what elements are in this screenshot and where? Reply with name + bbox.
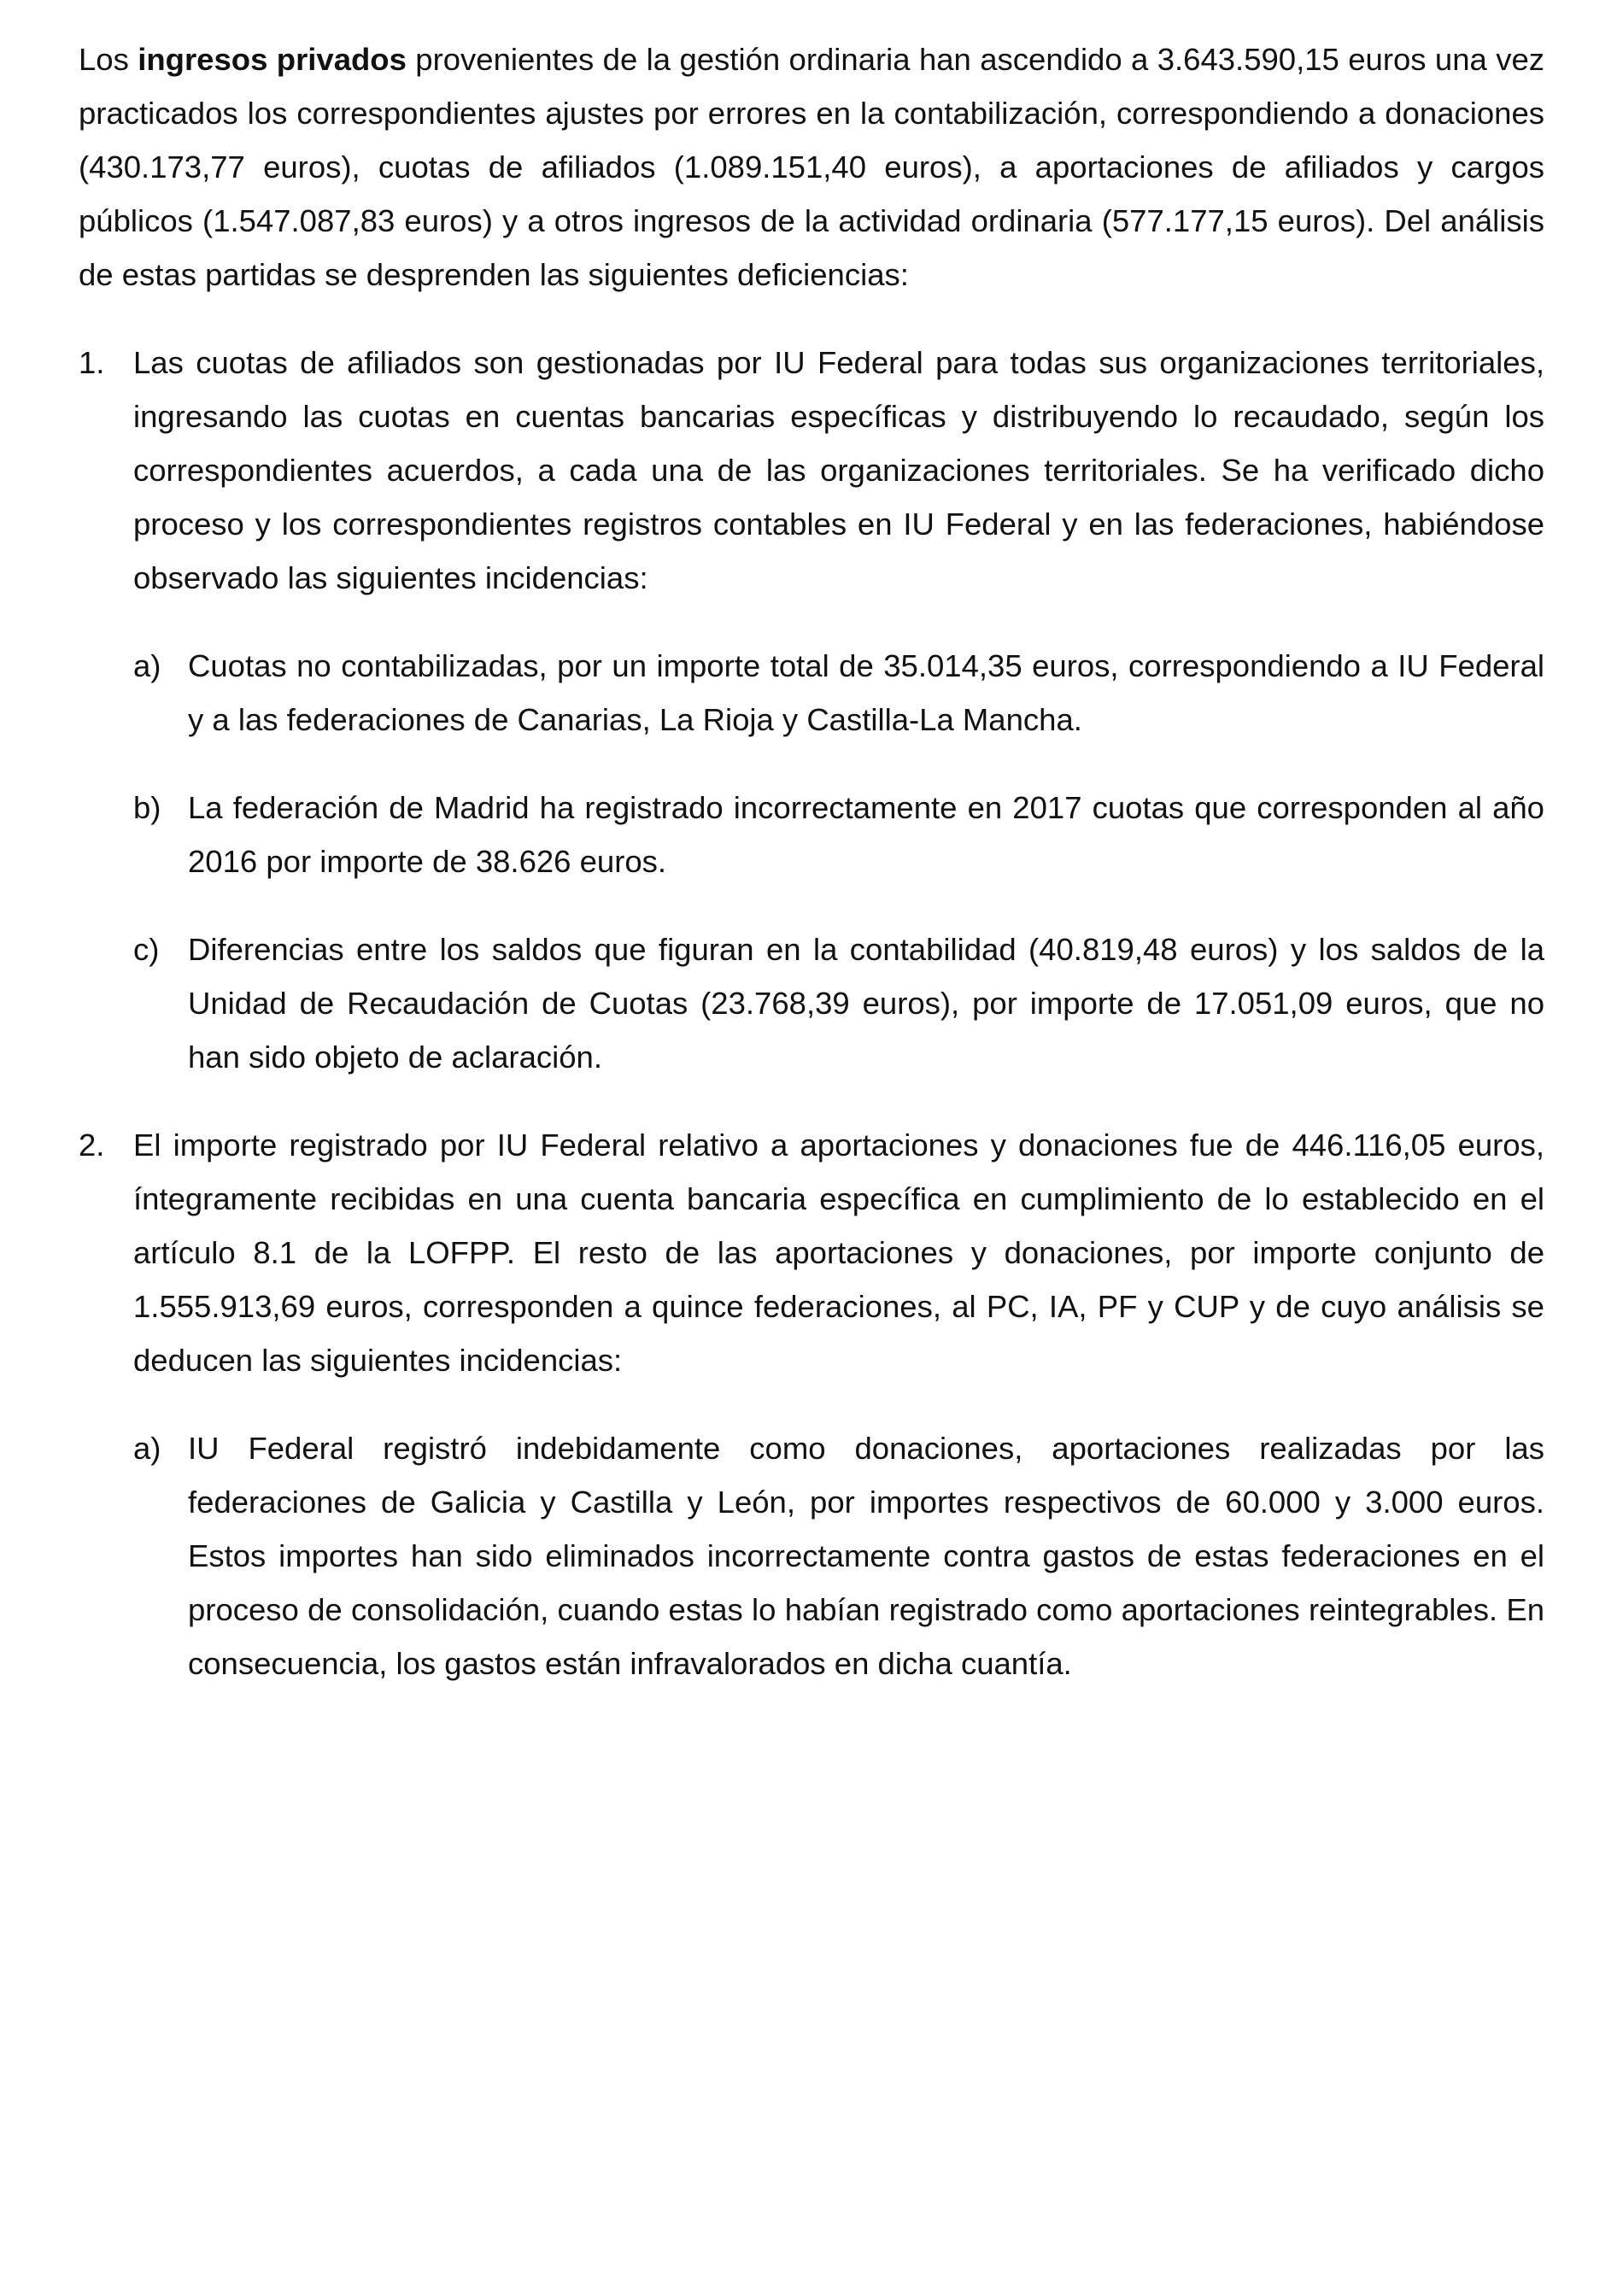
- list-item-text: Las cuotas de afiliados son gestionadas por IU Federal para todas sus organizaciones territoriales, ingresando las cuotas en cuentas bancarias específicas y distribuyendo lo recaudado, según los correspondientes acuerdos, a cada una de las organizaciones territoriales. Se ha verificado dicho proceso y los correspondientes registros contables en IU Federal y en las federaciones, habiéndose observado las siguientes incidencias:: [133, 345, 1544, 595]
- intro-prefix: Los: [79, 42, 138, 77]
- sub-marker: b): [133, 790, 161, 825]
- intro-text: provenientes de la gestión ordinaria han ascendido a 3.643.590,15 euros una vez practicados los correspondientes ajustes por errores en la contabilización, correspondiendo a donaciones (430.173,77 euros), cuotas de afiliados (1.089.151,40 euros), a aportaciones de afiliados y cargos públicos (1.547.087,83 euros) y a otros ingresos de la actividad ordinaria (577.177,15 euros). Del análisis de estas partidas se desprenden las siguientes deficiencias:: [79, 42, 1545, 292]
- sub-marker: c): [133, 932, 160, 967]
- sub-item-text: La federación de Madrid ha registrado incorrectamente en 2017 cuotas que corresponden al año 2016 por importe de 38.626 euros.: [188, 790, 1544, 879]
- sub-item-text: IU Federal registró indebidamente como donaciones, aportaciones realizadas por las federaciones de Galicia y Castilla y León, por importes respectivos de 60.000 y 3.000 euros. Estos importes han sido eliminados incorrectamente contra gastos de estas federaciones en el proceso de consolidación, cuando estas lo habían registrado como aportaciones reintegrables. En consecuencia, los gastos están infravalorados en dicha cuantía.: [188, 1431, 1544, 1681]
- intro-bold-term: ingresos privados: [138, 42, 407, 77]
- sub-item-text: Cuotas no contabilizadas, por un importe total de 35.014,35 euros, correspondiendo a IU Federal y a las federaciones de Canarias, La Rioja y Castilla-La Mancha.: [188, 648, 1544, 737]
- list-item-2: [79, 1118, 1544, 1690]
- sub-marker: a): [133, 648, 161, 683]
- intro-paragraph: [79, 32, 1544, 302]
- list-item-body: [133, 1118, 1544, 1690]
- sub-item-text: Diferencias entre los saldos que figuran en la contabilidad (40.819,48 euros) y los saldos de la Unidad de Recaudación de Cuotas (23.768,39 euros), por importe de 17.051,09 euros, que no han sido objeto de aclaración.: [188, 932, 1544, 1075]
- sub-item-1c: [133, 922, 1544, 1084]
- sub-item-1b: [133, 781, 1544, 888]
- list-item-1: [79, 336, 1544, 1084]
- sub-item-1a: [133, 639, 1544, 747]
- list-item-text: El importe registrado por IU Federal relativo a aportaciones y donaciones fue de 446.116,05 euros, íntegramente recibidas en una cuenta bancaria específica en cumplimiento de lo establecido en el artículo 8.1 de la LOFPP. El resto de las aportaciones y donaciones, por importe conjunto de 1.555.913,69 euros, corresponden a quince federaciones, al PC, IA, PF y CUP y de cuyo análisis se deducen las siguientes incidencias:: [133, 1128, 1544, 1378]
- list-marker: 2.: [79, 1128, 105, 1163]
- sub-item-2a: [133, 1421, 1544, 1690]
- list-item-body: [133, 336, 1544, 1084]
- sub-marker: a): [133, 1431, 161, 1466]
- list-marker: 1.: [79, 345, 105, 380]
- document-page: [79, 32, 1544, 1690]
